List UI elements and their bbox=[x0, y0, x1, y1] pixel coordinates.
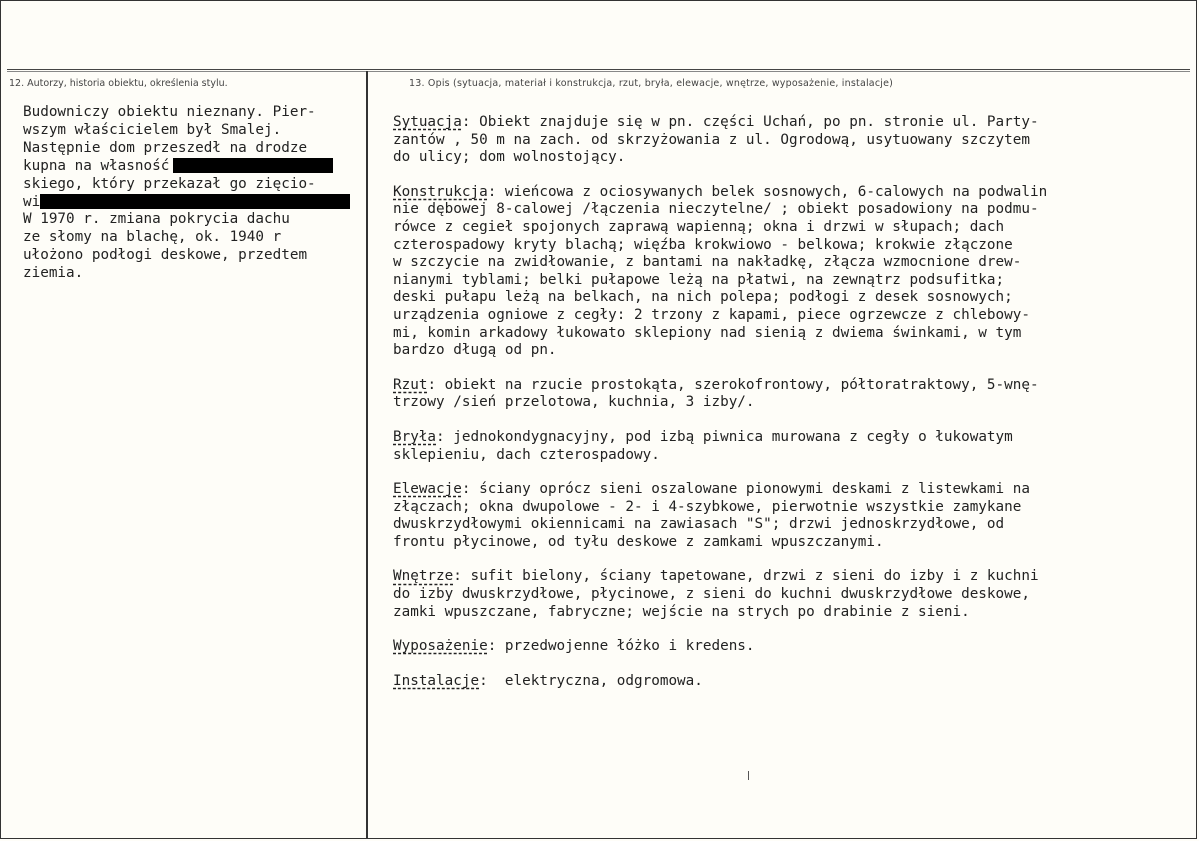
section-text: : jednokondygnacyjny, pod izbą piwnica murowana z cegły o łukowatym sklepieniu, dach czterospadowy. bbox=[393, 428, 1013, 463]
section-instalacje bbox=[393, 673, 1193, 691]
header-divider-secondary bbox=[7, 71, 1190, 72]
margin-tick bbox=[748, 771, 749, 780]
section-label: Konstrukcja bbox=[393, 183, 488, 200]
section-label: Wyposażenie bbox=[393, 638, 488, 655]
section-text: : przedwojenne łóżko i kredens. bbox=[487, 638, 755, 655]
section-label: Rzut bbox=[393, 376, 428, 393]
history-line: Budowniczy obiektu nieznany. Pier- bbox=[23, 104, 316, 120]
section-text: : Obiekt znajduje się w pn. części Uchań, po pn. stronie ul. Party- zantów , 50 m na zach. od skrzyżowania z ul. Ogrodową, usytuowany szczytem do ulicy; dom wolnostojący. bbox=[393, 114, 1039, 166]
history-line: ułożono podłogi deskowe, przedtem bbox=[23, 247, 308, 264]
section-konstrukcja bbox=[393, 184, 1193, 360]
column-divider bbox=[366, 71, 368, 839]
section-label: Instalacje bbox=[393, 672, 480, 689]
section-elewacje bbox=[393, 481, 1193, 551]
section-rzut bbox=[393, 377, 1193, 412]
history-line: kupna na własność bbox=[23, 157, 170, 174]
history-line: skiego, który przekazał go zięcio- bbox=[23, 175, 316, 192]
redacted-name bbox=[173, 158, 333, 173]
section-wnetrze bbox=[393, 568, 1193, 621]
history-line: wi bbox=[23, 193, 41, 210]
history-line: wszym właścicielem był Smalej. bbox=[23, 121, 282, 138]
redacted-name bbox=[40, 194, 350, 209]
section-13-header: 13. Opis (sytuacja, materiał i konstrukcja, rzut, bryła, elewacje, wnętrze, wyposażenie, instalacje) bbox=[409, 78, 894, 89]
history-line: Następnie dom przeszedł na drodze bbox=[23, 139, 308, 156]
description-column bbox=[393, 114, 1193, 707]
history-line: W 1970 r. zmiana pokrycia dachu bbox=[23, 211, 290, 228]
section-sytuacja bbox=[393, 114, 1193, 167]
history-line: ze słomy na blachę, ok. 1940 r bbox=[23, 229, 282, 246]
section-label: Sytuacja bbox=[393, 114, 462, 130]
section-text: : elektryczna, odgromowa. bbox=[479, 672, 703, 689]
history-text bbox=[23, 104, 363, 283]
section-text: : sufit bielony, ściany tapetowane, drzwi z sieni do izby i z kuchni do izby dwuskrzydłowe, płycinowe, z sieni do kuchni dwuskrzydłowe deskowe, zamki wpuszczane, fabryczne; wejście na strych po drabinie z sieni. bbox=[393, 568, 1039, 620]
history-line: ziemia. bbox=[23, 265, 84, 282]
section-bryla bbox=[393, 429, 1193, 464]
section-text: : ściany oprócz sieni oszalowane pionowymi deskami z listewkami na złączach; okna dwupolowe - 2- i 4-szybkowe, pierwotnie wszystkie zamykane dwuskrzydłowymi okiennicami na zawiasach "S"; drzwi jednoskrzydłowe, od frontu płycinowe, od tyłu deskowe z zamkami wpuszczanymi. bbox=[393, 481, 1030, 550]
section-12-header: 12. Autorzy, historia obiektu, określenia stylu. bbox=[9, 78, 228, 89]
section-label: Wnętrze bbox=[393, 568, 454, 585]
section-text: : obiekt na rzucie prostokąta, szerokofrontowy, półtoratraktowy, 5-wnę- trzowy /sień przelotowa, kuchnia, 3 izby/. bbox=[393, 376, 1039, 411]
section-text: : wieńcowa z ociosywanych belek sosnowych, 6-calowych na podwalin nie dębowej 8-calowej /łączenia nieczytelne/ ; obiekt posadowiony na podmu- rówce z cegieł spojonych zaprawą wapienną; okna i drzwi w słupach; dach czterospadowy kryty blachą; więźba krokwiowo - belkowa; krokwie złączone w szczycie na zwidłowanie, z bantami na nakładkę, złącza wzmocnione drew- nianymi tyblami; belki pułapowe leżą na płatwi, na zewnątrz podsufitka; deski pułapu leżą na belkach, na nich polepa; podłogi z desek sosnowych; urządzenia ogniowe z cegły: 2 trzony z kapami, piece ogrzewcze z chlebowy- mi, komin arkadowy łukowato sklepiony nad sienią z dwiema świnkami, w tym bardzo długą od pn. bbox=[393, 183, 1048, 359]
header-divider bbox=[7, 69, 1190, 70]
section-wyposazenie bbox=[393, 638, 1193, 656]
section-label: Bryła bbox=[393, 428, 437, 445]
section-label: Elewacje bbox=[393, 481, 462, 498]
